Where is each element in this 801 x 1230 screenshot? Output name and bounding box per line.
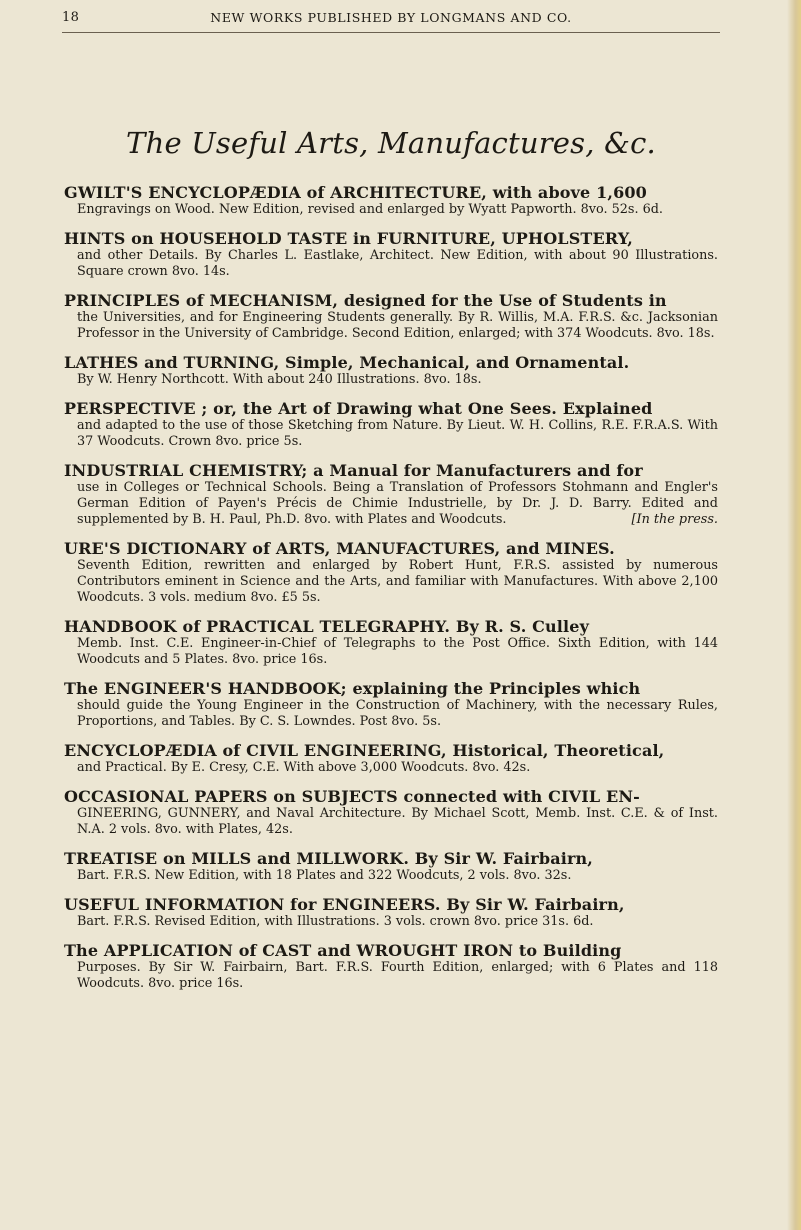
header-rule	[62, 32, 720, 33]
entry-lead: PERSPECTIVE ; or, the Art of Drawing what One Sees. Explained	[64, 399, 653, 418]
entry-body: By W. Henry Northcott. With about 240 Illustrations. 8vo. 18s.	[77, 372, 482, 387]
catalogue-entry	[64, 895, 718, 930]
entry-list	[64, 183, 718, 1003]
entry-lead: TREATISE on MILLS and MILLWORK. By Sir W. Fairbairn,	[64, 849, 594, 868]
catalogue-entry	[64, 849, 718, 884]
entry-lead: ENCYCLOPÆDIA of CIVIL ENGINEERING, Historical, Theoretical,	[64, 741, 665, 760]
page-number: 18	[62, 10, 80, 25]
entry-body: should guide the Young Engineer in the Construction of Machinery, with the necessary Rules, Proportions, and Tables. By C. S. Lowndes. Post 8vo. 5s.	[77, 698, 718, 729]
entry-body: Seventh Edition, rewritten and enlarged by Robert Hunt, F.R.S. assisted by numerous Contributors eminent in Science and the Arts, and familiar with Manufactures. With above 2,100 Woodcuts. 3 vols. medium 8vo. £5 5s.	[77, 558, 718, 605]
entry-lead: USEFUL INFORMATION for ENGINEERS. By Sir W. Fairbairn,	[64, 895, 625, 914]
entry-body: Purposes. By Sir W. Fairbairn, Bart. F.R.S. Fourth Edition, enlarged; with 6 Plates and 118 Woodcuts. 8vo. price 16s.	[77, 960, 718, 991]
entry-body: and other Details. By Charles L. Eastlake, Architect. New Edition, with about 90 Illustrations. Square crown 8vo. 14s.	[77, 248, 718, 279]
entry-lead: LATHES and TURNING, Simple, Mechanical, and Ornamental.	[64, 353, 630, 372]
catalogue-entry	[64, 183, 718, 218]
catalogue-entry	[64, 617, 718, 668]
entry-body: GINEERING, GUNNERY, and Naval Architecture. By Michael Scott, Memb. Inst. C.E. & of Inst. N.A. 2 vols. 8vo. with Plates, 42s.	[77, 806, 718, 837]
entry-lead: HINTS on HOUSEHOLD TASTE in FURNITURE, UPHOLSTERY,	[64, 229, 633, 248]
catalogue-entry	[64, 539, 718, 606]
catalogue-entry	[64, 399, 718, 450]
catalogue-entry	[64, 741, 718, 776]
catalogue-entry	[64, 787, 718, 838]
running-head: NEW WORKS PUBLISHED BY LONGMANS AND CO.	[210, 10, 572, 25]
entry-lead: The APPLICATION of CAST and WROUGHT IRON to Building	[64, 941, 622, 960]
catalogue-entry	[64, 679, 718, 730]
section-title: The Useful Arts, Manufactures, &c.	[126, 126, 656, 160]
entry-body: Memb. Inst. C.E. Engineer-in-Chief of Telegraphs to the Post Office. Sixth Edition, with 144 Woodcuts and 5 Plates. 8vo. price 16s.	[77, 636, 718, 667]
entry-lead: The ENGINEER'S HANDBOOK; explaining the Principles which	[64, 679, 641, 698]
entry-body: Bart. F.R.S. New Edition, with 18 Plates and 322 Woodcuts, 2 vols. 8vo. 32s.	[77, 868, 572, 883]
entry-lead: PRINCIPLES of MECHANISM, designed for the Use of Students in	[64, 291, 667, 310]
catalogue-entry	[64, 353, 718, 388]
entry-lead: HANDBOOK of PRACTICAL TELEGRAPHY. By R. S. Culley	[64, 617, 590, 636]
press-note: [In the press.	[631, 512, 718, 527]
entry-body: and Practical. By E. Cresy, C.E. With above 3,000 Woodcuts. 8vo. 42s.	[77, 760, 531, 775]
entry-lead: GWILT'S ENCYCLOPÆDIA of ARCHITECTURE, with above 1,600	[64, 183, 647, 202]
entry-body: use in Colleges or Technical Schools. Being a Translation of Professors Stohmann and Engler's German Edition of Payen's Précis de Chimie Industrielle, by Dr. J. D. Barry. Edited and supplemented by B. H. Paul, Ph.D. 8vo. with Plates and Woodcuts. [In the press.	[77, 480, 718, 527]
entry-body: Bart. F.R.S. Revised Edition, with Illustrations. 3 vols. crown 8vo. price 31s. 6d.	[77, 914, 594, 929]
entry-body: Engravings on Wood. New Edition, revised and enlarged by Wyatt Papworth. 8vo. 52s. 6d.	[77, 202, 664, 217]
entry-body: and adapted to the use of those Sketching from Nature. By Lieut. W. H. Collins, R.E. F.R.A.S. With 37 Woodcuts. Crown 8vo. price 5s.	[77, 418, 718, 449]
catalogue-entry	[64, 229, 718, 280]
page-edge	[787, 0, 801, 1230]
catalogue-entry	[64, 941, 718, 992]
entry-lead: OCCASIONAL PAPERS on SUBJECTS connected with CIVIL EN-	[64, 787, 640, 806]
entry-lead: INDUSTRIAL CHEMISTRY; a Manual for Manufacturers and for	[64, 461, 643, 480]
entry-lead: URE'S DICTIONARY of ARTS, MANUFACTURES, and MINES.	[64, 539, 615, 558]
catalogue-entry	[64, 291, 718, 342]
catalogue-entry	[64, 461, 718, 528]
entry-body: the Universities, and for Engineering Students generally. By R. Willis, M.A. F.R.S. &c. Jacksonian Professor in the University of Cambridge. Second Edition, enlarged; with 374 Woodcuts. 8vo. 18s.	[77, 310, 718, 341]
